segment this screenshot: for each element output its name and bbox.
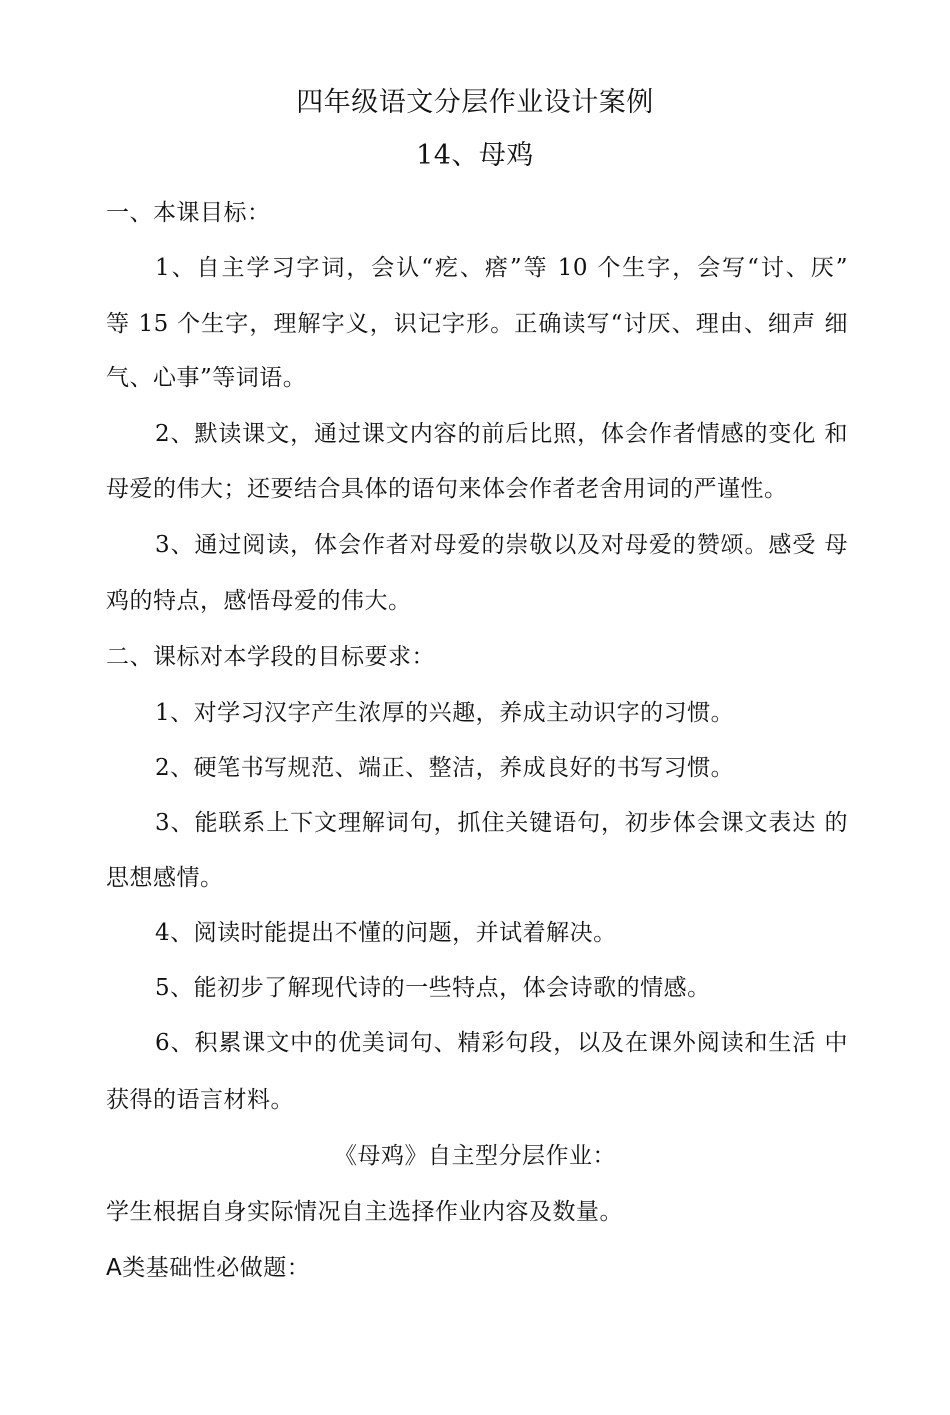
goal-1-line-2: 等 15 个生字，理解字义，识记字形。正确读写“讨厌、理由、细声 细: [106, 311, 848, 337]
standard-5: 5、能初步了解现代诗的一些特点，体会诗歌的情感。: [155, 975, 711, 1001]
class-a-letter: A: [106, 1255, 123, 1281]
standard-1: 1、对学习汉字产生浓厚的兴趣，养成主动识字的习惯。: [155, 700, 735, 726]
homework-intro: 学生根据自身实际情况自主选择作业内容及数量。: [106, 1199, 623, 1225]
standard-3-line-1: 3、能联系上下文理解词句，抓住关键语句，初步体会课文表达 的: [155, 810, 848, 836]
document-title: 四年级语文分层作业设计案例: [296, 87, 654, 118]
lesson-title: 14、母鸡: [416, 140, 534, 171]
section-heading-standards: 二、课标对本学段的目标要求：: [106, 644, 435, 670]
standard-2: 2、硬笔书写规范、端正、整洁，养成良好的书写习惯。: [155, 755, 735, 781]
goal-1-line-1: 1、自主学习字词，会认“疙、瘩”等 10 个生字，会写“讨、厌”: [155, 255, 848, 281]
goal-1-line-3: 气、心事”等词语。: [106, 365, 307, 391]
class-a-label: 类基础性必做题：: [122, 1255, 311, 1281]
standard-3-line-2: 思想感情。: [106, 865, 224, 891]
class-a-heading: [106, 1253, 848, 1283]
standard-6-line-1: 6、积累课文中的优美词句、精彩句段，以及在课外阅读和生活 中: [155, 1030, 848, 1056]
goal-2-line-2: 母爱的伟大；还要结合具体的语句来体会作者老舍用词的严谨性。: [106, 476, 788, 502]
standard-6-line-2: 获得的语言材料。: [106, 1087, 294, 1113]
goal-3-line-1: 3、通过阅读，体会作者对母爱的崇敬以及对母爱的赞颂。感受 母: [155, 532, 848, 558]
standard-4: 4、阅读时能提出不懂的问题，并试着解决。: [155, 920, 617, 946]
homework-title: 《母鸡》自主型分层作业：: [334, 1143, 616, 1169]
goal-3-line-2: 鸡的特点，感悟母爱的伟大。: [106, 588, 412, 614]
section-heading-goals: 一、本课目标：: [106, 200, 271, 226]
goal-2-line-1: 2、默读课文，通过课文内容的前后比照，体会作者情感的变化 和: [155, 421, 848, 447]
